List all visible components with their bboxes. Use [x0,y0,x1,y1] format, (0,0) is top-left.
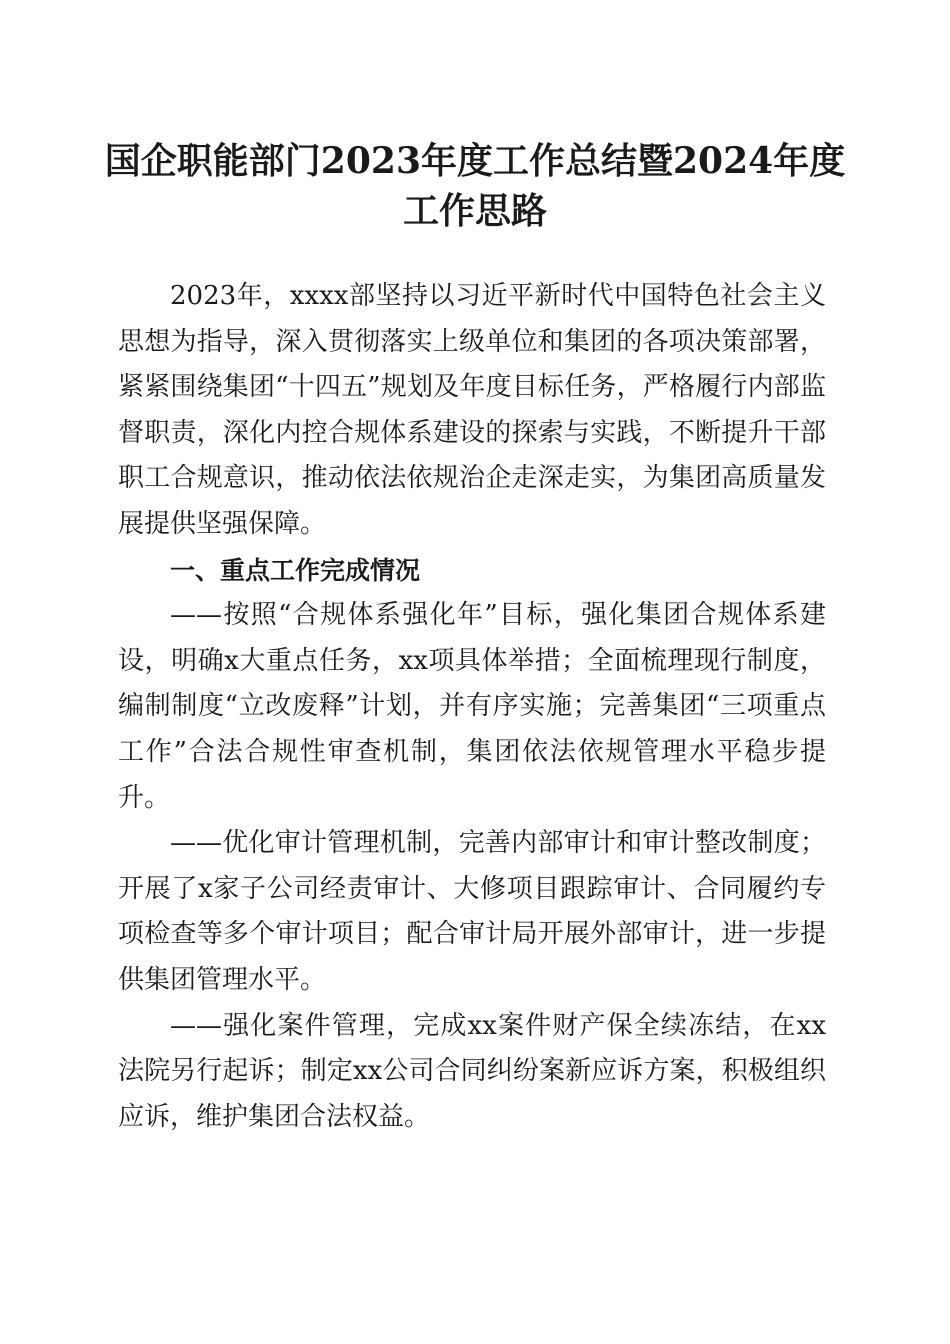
document-body [118,274,826,1140]
title-line-1: 国企职能部门2023年度工作总结暨2024年度 [104,140,846,182]
page-title [100,136,850,236]
paragraph-compliance: ——按照“合规体系强化年”目标，强化集团合规体系建设，明确x大重点任务，xx项具体举措；全面梳理现行制度，编制制度“立改废释”计划，并有序实施；完善集团“三项重点工作”合法合规性审查机制，集团依法依规管理水平稳步提升。 [118,600,826,813]
paragraph-cases: ——强化案件管理，完成xx案件财产保全续冻结，在xx法院另行起诉；制定xx公司合同纠纷案新应诉方案，积极组织应诉，维护集团合法权益。 [118,1010,826,1132]
paragraph-intro: 2023年，xxxx部坚持以习近平新时代中国特色社会主义思想为指导，深入贯彻落实上级单位和集团的各项决策部署，紧紧围绕集团“十四五”规划及年度目标任务，严格履行内部监督职责，深化内控合规体系建设的探索与实践，不断提升干部职工合规意识，推动依法依规治企走深走实，为集团高质量发展提供坚强保障。 [118,281,826,539]
section-heading: 一、重点工作完成情况 [170,555,421,585]
title-line-2: 工作思路 [402,190,547,232]
paragraph-audit: ——优化审计管理机制，完善内部审计和审计整改制度；开展了x家子公司经责审计、大修项目跟踪审计、合同履约专项检查等多个审计项目；配合审计局开展外部审计，进一步提供集团管理水平。 [118,828,826,995]
